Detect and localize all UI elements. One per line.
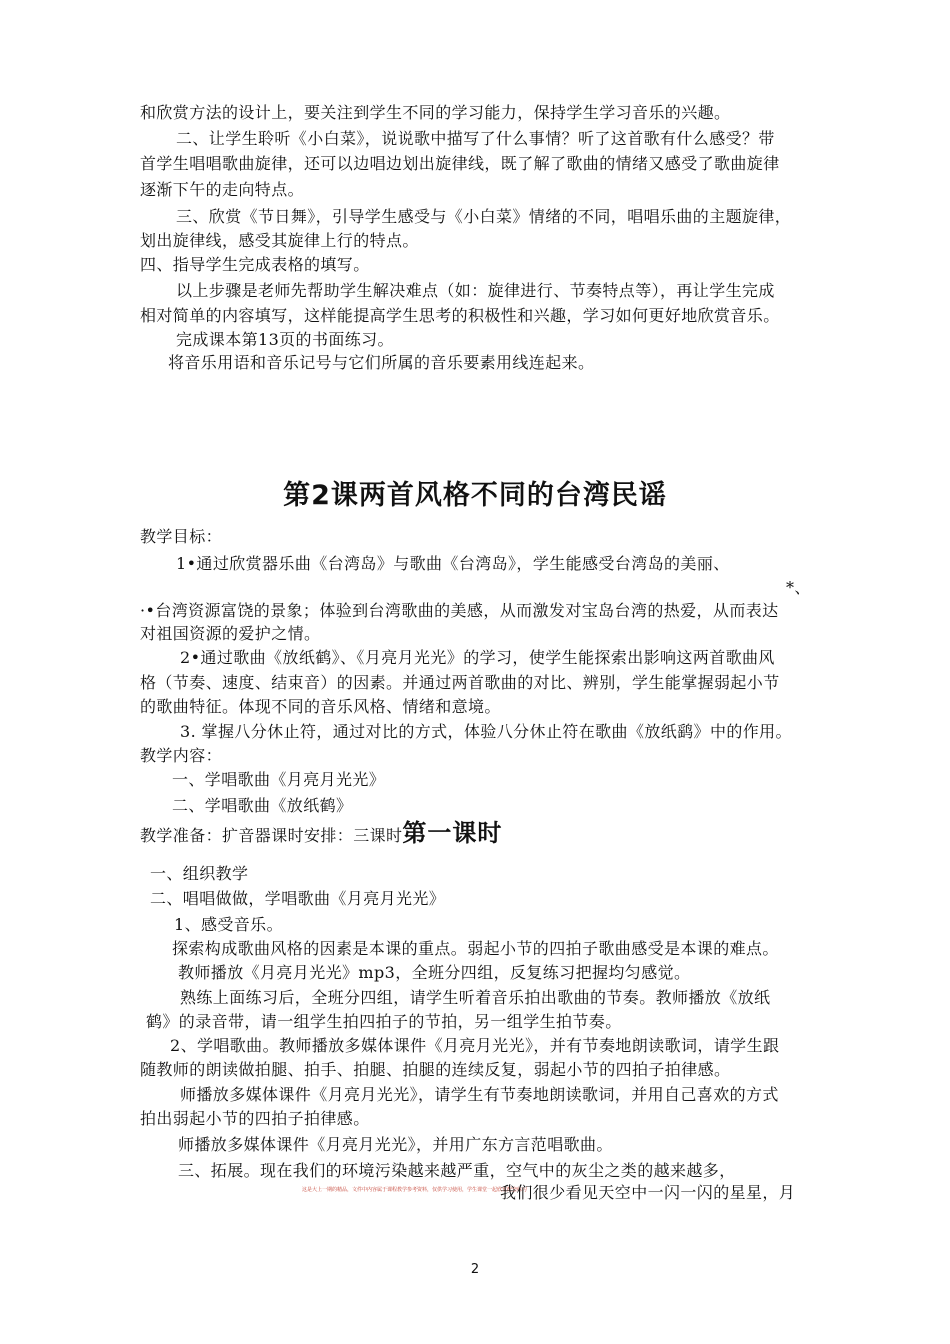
text-line: 的歌曲特征。体现不同的音乐风格、情绪和意境。 <box>140 697 501 716</box>
text-line: 3. 掌握八分休止符，通过对比的方式，体验八分休止符在歌曲《放纸鹞》中的作用。 <box>180 722 792 741</box>
text-line: 划出旋律线，感受其旋律上行的特点。 <box>140 231 419 250</box>
page-number: 2 <box>470 1262 480 1277</box>
text-line: 以上步骤是老师先帮助学生解决难点（如：旋律进行、节奏特点等），再让学生完成 <box>176 281 775 300</box>
section-heading: 教学目标： <box>140 527 223 546</box>
text-fragment: *、 <box>786 578 811 597</box>
text-line: 一、学唱歌曲《月亮月光光》 <box>172 770 386 789</box>
text-line: 对祖国资源的爱护之情。 <box>140 624 321 643</box>
text-line: 鹤》的录音带，请一组学生拍四拍子的节拍，另一组学生拍节奏。 <box>146 1012 622 1031</box>
period-heading: 第一课时 <box>402 819 503 847</box>
text-line: 二、让学生聆听《小白菜》，说说歌中描写了什么事情？听了这首歌有什么感受？带 <box>176 129 775 148</box>
text-line: 完成课本第13页的书面练习。 <box>176 330 394 349</box>
text-line: 二、学唱歌曲《放纸鹤》 <box>172 796 353 815</box>
text-line: 教师播放《月亮月光光》mp3，全班分四组，反复练习把握均匀感觉。 <box>178 963 691 982</box>
text-line: 首学生唱唱歌曲旋律，还可以边唱边划出旋律线，既了解了歌曲的情绪又感受了歌曲旋律 <box>140 154 780 173</box>
text-line: 格（节奏、速度、结束音）的因素。并通过两首歌曲的对比、辨别，学生能掌握弱起小节 <box>140 673 780 692</box>
text-line: 1•通过欣赏器乐曲《台湾岛》与歌曲《台湾岛》，学生能感受台湾岛的美丽、 <box>176 554 730 573</box>
text-line: 师播放多媒体课件《月亮月光光》，请学生有节奏地朗读歌词，并用自己喜欢的方式 <box>180 1085 779 1104</box>
tiny-red-note: 这是大上一期的精品，文件中内容属于课程教学参考资料，仅供学习使用，学生课堂一起欣赏配套练习 <box>302 1187 528 1193</box>
text-line: 随教师的朗读做拍腿、拍手、拍腿、拍腿的连续反复，弱起小节的四拍子拍律感。 <box>140 1060 731 1079</box>
text-line: 拍出弱起小节的四拍子拍律感。 <box>140 1109 370 1128</box>
text-line: 逐渐下午的走向特点。 <box>140 180 305 199</box>
text-line: 三、拓展。现在我们的环境污染越来越严重，空气中的灰尘之类的越来越多， <box>178 1161 736 1180</box>
text-line: 熟练上面练习后，全班分四组，请学生听着音乐拍出歌曲的节奏。教师播放《放纸 <box>180 988 771 1007</box>
text-line: 2•通过歌曲《放纸鹤》、《月亮月光光》的学习，使学生能探索出影响这两首歌曲风 <box>180 648 775 667</box>
lesson-title: 第2课两首风格不同的台湾民谣 <box>283 480 667 511</box>
text-line: 将音乐用语和音乐记号与它们所属的音乐要素用线连起来。 <box>168 353 595 372</box>
text-line: ·•台湾资源富饶的景象；体验到台湾歌曲的美感，从而激发对宝岛台湾的热爱，从而表达 <box>140 601 779 620</box>
text-line: 师播放多媒体课件《月亮月光光》，并用广东方言范唱歌曲。 <box>178 1135 613 1154</box>
prep-text: 教学准备：扩音器课时安排：三课时 <box>140 826 403 845</box>
text-line: 相对简单的内容填写，这样能提高学生思考的积极性和兴趣，学习如何更好地欣赏音乐。 <box>140 306 780 325</box>
prep-line <box>140 816 502 853</box>
text-line: 四、指导学生完成表格的填写。 <box>140 255 370 274</box>
text-line: 一、组织教学 <box>150 864 249 883</box>
text-line: 和欣赏方法的设计上，要关注到学生不同的学习能力，保持学生学习音乐的兴趣。 <box>140 103 731 122</box>
text-line: 二、唱唱做做，学唱歌曲《月亮月光光》 <box>150 889 446 908</box>
text-line: 三、欣赏《节日舞》，引导学生感受与《小白菜》情绪的不同，唱唱乐曲的主题旋律， <box>176 207 792 226</box>
text-line: 1、感受音乐。 <box>174 915 283 934</box>
section-heading: 教学内容： <box>140 746 223 765</box>
text-line: 2、学唱歌曲。教师播放多媒体课件《月亮月光光》，并有节奏地朗读歌词，请学生跟 <box>170 1036 780 1055</box>
text-line: 探索构成歌曲风格的因素是本课的重点。弱起小节的四拍子歌曲感受是本课的难点。 <box>172 939 779 958</box>
text-line: 我们很少看见天空中一闪一闪的星星，月 <box>500 1183 796 1202</box>
